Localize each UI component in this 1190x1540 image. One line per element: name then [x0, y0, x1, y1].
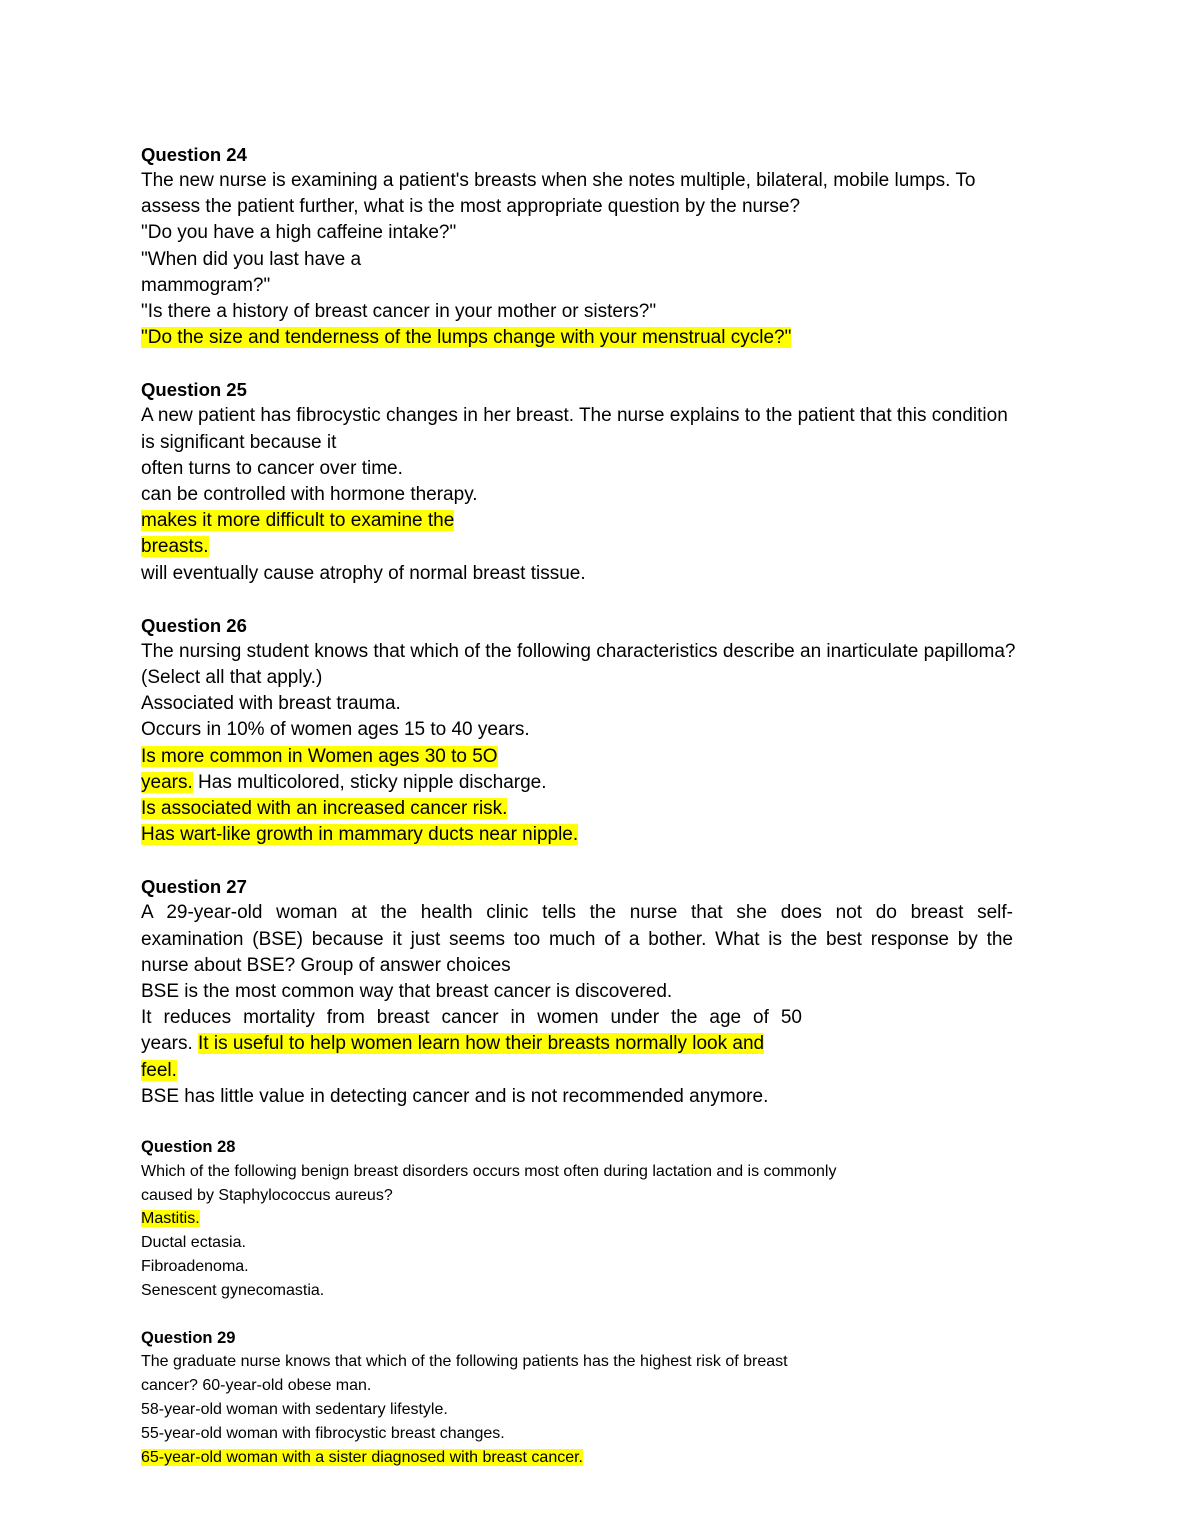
question-title: Question 27 [141, 876, 247, 898]
question-stem: (Select all that apply.) [141, 667, 323, 689]
answer-option: 58-year-old woman with sedentary lifestyle. [141, 1401, 448, 1419]
correct-answer-highlight: 65-year-old woman with a sister diagnosed with breast cancer. [141, 1448, 583, 1466]
question-25 [141, 377, 1061, 586]
answer-option: can be controlled with hormone therapy. [141, 484, 478, 506]
answer-option: It reduces mortality from breast cancer in women under the age of 50 [141, 1007, 802, 1029]
correct-answer-highlight: Is associated with an increased cancer risk. [141, 798, 508, 820]
correct-answer-highlight: It is useful to help women learn how their breasts normally look and [198, 1033, 765, 1055]
answer-option: 55-year-old woman with fibrocystic breast changes. [141, 1424, 505, 1442]
spacer [141, 1303, 1061, 1327]
question-stem: nurse about BSE? Group of answer choices [141, 954, 511, 976]
answer-option: often turns to cancer over time. [141, 457, 403, 479]
answer-option: Occurs in 10% of women ages 15 to 40 years. [141, 719, 530, 741]
question-26 [141, 613, 1061, 849]
question-title: Question 24 [141, 144, 247, 165]
answer-option: Fibroadenoma. [141, 1258, 249, 1276]
answer-option: Associated with breast trauma. [141, 693, 401, 715]
answer-option: BSE has little value in detecting cancer and is not recommended anymore. [141, 1085, 769, 1107]
correct-answer-highlight: makes it more difficult to examine the [141, 510, 455, 532]
question-stem: Which of the following benign breast disorders occurs most often during lactation and is commonly [141, 1162, 837, 1180]
correct-answer-highlight: breasts. [141, 536, 209, 558]
question-stem: is significant because it [141, 431, 337, 453]
answer-option: Has multicolored, sticky nipple discharge. [192, 771, 547, 793]
question-title: Question 25 [141, 379, 247, 401]
correct-answer-highlight: Has wart-like growth in mammary ducts near nipple. [141, 824, 579, 846]
question-stem: caused by Staphylococcus aureus? [141, 1186, 393, 1204]
question-stem: The graduate nurse knows that which of the following patients has the highest risk of breast [141, 1353, 788, 1371]
question-title: Question 26 [141, 614, 247, 636]
question-27 [141, 874, 1061, 1110]
answer-option: "Do you have a high caffeine intake?" [141, 222, 457, 244]
question-stem: A 29-year-old woman at the health clinic tells the nurse that she does not do breast self- [141, 902, 1013, 924]
question-24 [141, 142, 1061, 351]
answer-option: mammogram?" [141, 274, 271, 296]
spacer [141, 587, 1061, 613]
document-page [141, 142, 1061, 1469]
question-stem: The nursing student knows that which of the following characteristics describe an inarticulate papilloma? [141, 640, 1016, 662]
question-stem: A new patient has fibrocystic changes in her breast. The nurse explains to the patient that this condition [141, 405, 1008, 427]
answer-option: years. [141, 1033, 199, 1055]
answer-option: "When did you last have a [141, 248, 362, 270]
spacer [141, 351, 1061, 377]
question-stem: examination (BSE) because it just seems too much of a bother. What is the best response by the [141, 928, 1013, 950]
correct-answer-highlight: feel. [141, 1059, 177, 1081]
question-stem: assess the patient further, what is the most appropriate question by the nurse? [141, 196, 801, 218]
question-title: Question 28 [141, 1138, 236, 1157]
question-stem: cancer? 60-year-old obese man. [141, 1377, 372, 1395]
correct-answer-highlight: Mastitis. [141, 1210, 200, 1228]
answer-option: Ductal ectasia. [141, 1234, 246, 1252]
correct-answer-highlight: Is more common in Women ages 30 to 5O [141, 745, 498, 767]
question-28 [141, 1136, 1061, 1303]
question-29 [141, 1327, 1061, 1470]
answer-option: "Is there a history of breast cancer in your mother or sisters?" [141, 301, 657, 323]
question-title: Question 29 [141, 1328, 236, 1347]
question-stem: The new nurse is examining a patient's breasts when she notes multiple, bilateral, mobile lumps. To [141, 170, 976, 191]
answer-option: BSE is the most common way that breast cancer is discovered. [141, 981, 673, 1003]
correct-answer-highlight: years. [141, 771, 193, 793]
spacer [141, 848, 1061, 874]
spacer [141, 1110, 1061, 1136]
correct-answer-highlight: "Do the size and tenderness of the lumps change with your menstrual cycle?" [141, 327, 792, 349]
answer-option: Senescent gynecomastia. [141, 1281, 325, 1299]
answer-option: will eventually cause atrophy of normal breast tissue. [141, 562, 586, 584]
